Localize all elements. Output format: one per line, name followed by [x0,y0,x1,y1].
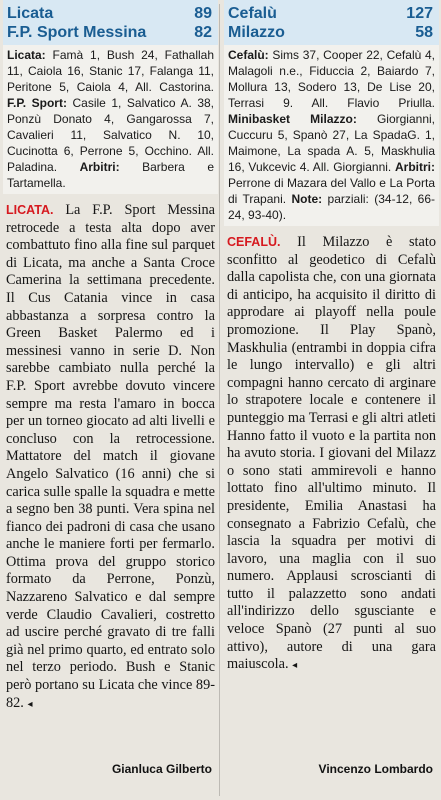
team-points: 89 [194,5,212,22]
article-author: Gianluca Gilberto [111,762,212,776]
score-row [228,23,433,42]
team-points: 127 [406,5,433,22]
box-text: Casile 1, Salvatico A. 38, Ponzù Donato 4, Gangarossa 7, Cavalieri 11, Salvatico N. 10, Cucinotta 6, Perrone 5, Occhino. All. Paladina. [7,96,214,174]
article-kicker: CEFALÙ. [227,235,281,249]
article-body: La F.P. Sport Messina retrocede a testa alta dopo aver combattuto fino alla fine sul parquet di Licata, ma anche a Santa Croce Camerina la settimana precedente. Il Cus Catania vince in casa abbastanza a sorpresa contro la Green Basket Palermo ed i messinesi vanno in serie D. Non sarebbe cambiato nulla perché la F.P. Sport avrebbe dovuto vincere sempre ma resta l'amaro in bocca per un torneo giocato ad alti livelli e concluso con la retrocessione. Mattatore del match il giovane Angelo Salvatico (16 anni) che si carica sulle spalle la squadra e mette a segno ben 38 punti. Vera spina nel fianco dei padroni di casa che usano anche le maniere forti per fermarlo. Ottima prova del gruppo storico formato da Perrone, Ponzù, Nazzareno Salvatico e dal sempre verde Claudio Cavalieri, costretto ad uscire perché gravato di tre falli già nel primo quarto, ed entrato solo nel terzo periodo. Bush e Stanic però portano su Licata che vince 89-82. [6,202,215,711]
box-label: Minibasket Milazzo: [228,112,357,126]
box-label: Arbitri: [79,160,120,174]
right-article [224,226,439,675]
team-name: Milazzo [228,24,285,41]
article-kicker: LICATA. [6,203,54,217]
score-row [7,23,212,42]
box-label: Licata: [7,48,46,62]
team-points: 58 [415,24,433,41]
box-label: F.P. Sport: [7,96,67,110]
right-lineup-box [224,45,439,226]
box-text: Perrone di Mazara del Vallo e La Porta di Trapani. [228,176,435,206]
team-name: F.P. Sport Messina [7,24,147,41]
score-row [7,4,212,23]
box-text: Sims 37, Cooper 22, Cefalù 4, Malagoli n.e., Fiduccia 2, Baiardo 7, Mollura 13, Sodero 13, De Lise 20, Terrasi 9. All. Flavio Priulla. [228,48,435,110]
article-body: Il Milazzo è stato sconfitto al geodetico di Cefalù dalla capolista che, con una giornata di anticipo, ha acquisito il diritto di approdare ai playoff nella poule promozione. Il Play Spanò, Maskhulia (entrambi in doppia cifra le lungo intervallo) e gli altri compagni hanno cercato di arginare lo strapotere locale e contenere il punteggio ma Terrasi e gli altri atleti Hanno fatto il vuoto e la partita non ha avuto storia. I giovani del Milazz o sono stati ammirevoli e hanno lottato fino all'ultimo minuto. Il presidente, Emilia Anastasi ha consegnato a Fabrizio Cefalù, che lascia la squadra per motivi di lavoro, una maglia con il suo numero. Applausi scroscianti di tutto il palazzetto sono andati all'indirizzo dello sgusciante e veloce Spanò (27 punti al suo attivo), autore di una gara maiuscola. [227,234,436,673]
column-divider [219,4,220,796]
score-row [228,4,433,23]
box-text: Barbera e Tartamella. [7,160,214,190]
right-score-header [224,0,439,45]
end-mark-icon: ◂ [27,698,33,710]
article-author: Vincenzo Lombardo [318,762,433,776]
left-lineup-box [3,45,218,194]
left-column [3,0,218,800]
right-column [224,0,439,800]
left-article [3,194,218,713]
box-label: Cefalù: [228,48,269,62]
box-text: Famà 1, Bush 24, Fathallah 11, Caiola 16, Stanic 17, Falanga 11, Peritone 5, Caiola 4, All. Castorina. [7,48,214,94]
team-points: 82 [194,24,212,41]
left-score-header [3,0,218,45]
box-text: parziali: (34-12, 66-24, 93-40). [228,192,435,222]
end-mark-icon: ◂ [292,660,298,672]
team-name: Licata [7,5,54,22]
box-label: Note: [291,192,323,206]
team-name: Cefalù [228,5,277,22]
box-text: Giorgianni, Cuccuru 5, Spanò 27, La SpadaG. 1, Maimone, La spada A. 5, Maskhulia 16, Vukcevic 4. All. Giorgianni. [228,112,435,174]
box-label: Arbitri: [395,160,435,174]
